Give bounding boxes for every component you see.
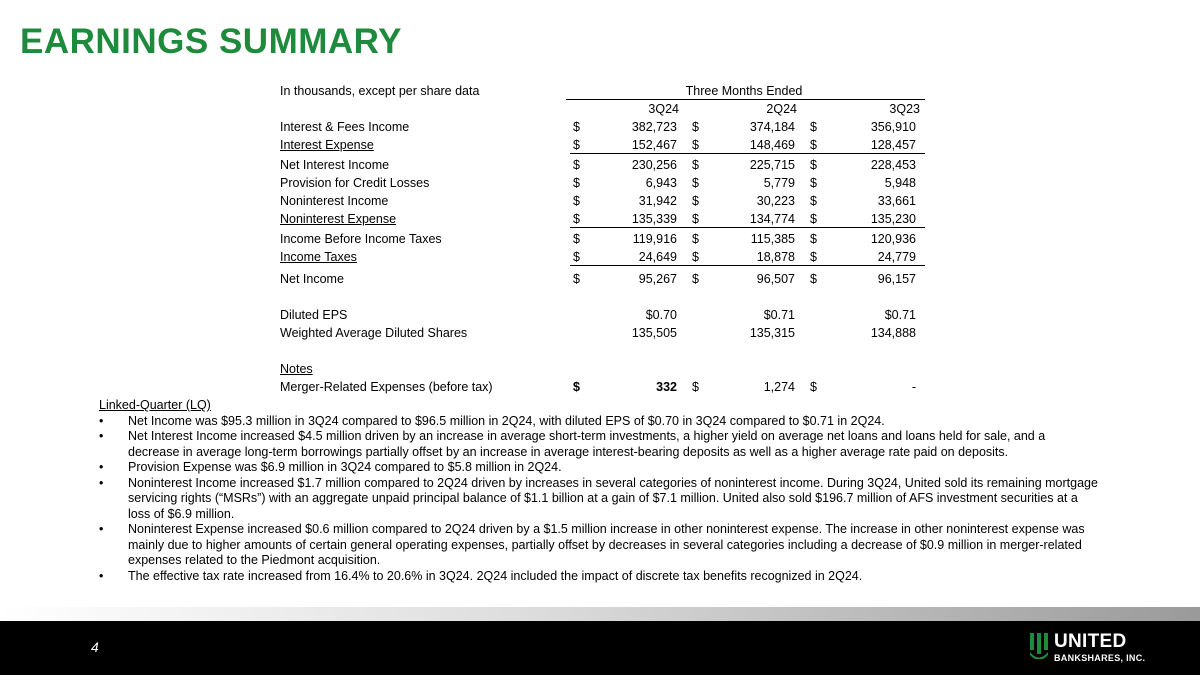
commentary-list: [99, 414, 1099, 585]
table-row: [280, 136, 925, 154]
value-2q24: 18,878: [756, 250, 795, 264]
dollar-sign: $: [810, 380, 817, 394]
value-3q24: 135,505: [631, 326, 677, 340]
dollar-sign: $: [573, 138, 580, 152]
footer-bar: [0, 621, 1200, 675]
earnings-table: [280, 82, 925, 396]
row-label: Merger-Related Expenses (before tax): [280, 380, 493, 394]
dollar-sign: $: [810, 212, 817, 226]
value-3q23: 135,230: [870, 212, 916, 226]
dollar-sign: $: [692, 194, 699, 208]
dollar-sign: $: [573, 380, 580, 394]
value-3q24: $0.70: [645, 308, 677, 322]
bullet-text: Noninterest Income increased $1.7 million compared to 2Q24 driven by increases in several categories of noninterest income. During 3Q24, United sold its remaining mortgage servicing rights (“MSRs”) with an aggregate unpaid principal balance of $1.1 billion at a gain of $7.1 million. United also sold $196.7 million of AFS investment securities at a loss of $6.9 million.: [128, 475, 1098, 521]
value-2q24: 134,774: [749, 212, 795, 226]
table-row: [280, 118, 925, 136]
table-row: [280, 192, 925, 210]
value-3q24: 31,942: [638, 194, 677, 208]
column-header-3q23: 3Q23: [889, 102, 920, 116]
list-item: [99, 522, 1099, 569]
list-item: [99, 429, 1099, 460]
row-label: Interest & Fees Income: [280, 120, 410, 134]
value-2q24: 148,469: [749, 138, 795, 152]
bullet-glyph: •: [99, 429, 104, 443]
logo-name: UNITED: [1054, 631, 1127, 652]
row-label: Net Income: [280, 272, 344, 286]
dollar-sign: $: [810, 250, 817, 264]
value-3q23: 134,888: [870, 326, 916, 340]
subtotal-rule: [570, 227, 925, 228]
table-row: [280, 230, 925, 248]
value-3q23: $0.71: [884, 308, 916, 322]
value-3q24: 230,256: [631, 158, 677, 172]
page-number: 4: [91, 639, 99, 655]
row-label: Interest Expense: [280, 138, 374, 152]
table-row: [280, 378, 925, 396]
row-label: Noninterest Income: [280, 194, 389, 208]
dollar-sign: $: [692, 158, 699, 172]
value-3q23: 120,936: [870, 232, 916, 246]
row-label: Diluted EPS: [280, 308, 348, 322]
row-label: Weighted Average Diluted Shares: [280, 326, 468, 340]
list-item: [99, 476, 1099, 523]
dollar-sign: $: [573, 212, 580, 226]
commentary: [99, 398, 1099, 584]
value-2q24: 96,507: [756, 272, 795, 286]
dollar-sign: $: [810, 158, 817, 172]
value-3q23: 5,948: [884, 176, 916, 190]
period-header: Three Months Ended: [685, 84, 803, 98]
table-header-row: [280, 82, 925, 100]
value-2q24: 30,223: [756, 194, 795, 208]
list-item: [99, 414, 1099, 430]
value-3q24: 152,467: [631, 138, 677, 152]
list-item: [99, 569, 1099, 585]
bullet-glyph: •: [99, 568, 104, 583]
bullet-glyph: •: [99, 522, 104, 536]
dollar-sign: $: [573, 272, 580, 286]
units-label: In thousands, except per share data: [280, 84, 480, 98]
value-3q23: 228,453: [870, 158, 916, 172]
value-3q24: 24,649: [638, 250, 677, 264]
bullet-text: Noninterest Expense increased $0.6 million compared to 2Q24 driven by a $1.5 million increase in other noninterest expense. The increase in other noninterest expense was mainly due to higher amounts of certain general operating expenses, partially offset by decreases in several categories including a decrease of $0.9 million in merger-related expenses related to the Piedmont acquisition.: [128, 522, 1085, 567]
value-2q24: 5,779: [763, 176, 795, 190]
table-row: [280, 324, 925, 342]
value-2q24: 374,184: [749, 120, 795, 134]
row-label: Income Taxes: [280, 250, 357, 264]
value-2q24: 225,715: [749, 158, 795, 172]
value-3q23: 24,779: [877, 250, 916, 264]
bullet-glyph: •: [99, 475, 104, 490]
dollar-sign: $: [573, 158, 580, 172]
subtotal-rule: [570, 153, 925, 154]
value-3q24: 135,339: [631, 212, 677, 226]
value-2q24: 115,385: [750, 232, 795, 246]
dollar-sign: $: [810, 272, 817, 286]
notes-heading-row: [280, 360, 925, 378]
row-label: Income Before Income Taxes: [280, 232, 442, 246]
value-3q23: 356,910: [870, 120, 916, 134]
value-3q24: 6,943: [645, 176, 677, 190]
dollar-sign: $: [810, 194, 817, 208]
dollar-sign: $: [692, 120, 699, 134]
dollar-sign: $: [692, 250, 699, 264]
value-3q24: 332: [656, 380, 677, 394]
column-header-row: [280, 100, 925, 118]
value-3q23: 96,157: [877, 272, 916, 286]
table-row: [280, 210, 925, 228]
bullet-text: The effective tax rate increased from 16.4% to 20.6% in 3Q24. 2Q24 included the impact of discrete tax benefits recognized in 2Q24.: [128, 568, 863, 583]
dollar-sign: $: [573, 250, 580, 264]
table-row: [280, 306, 925, 324]
row-label: Noninterest Expense: [280, 212, 397, 226]
dollar-sign: $: [573, 194, 580, 208]
bullet-text: Net Interest Income increased $4.5 million driven by an increase in average short-term investments, a higher yield on average net loans and loans held for sale, and a decrease in average long-term borrowings partially offset by an increase in average interest-bearing deposits as well as a higher average rate paid on deposits.: [128, 429, 1046, 459]
bullet-text: Provision Expense was $6.9 million in 3Q24 compared to $5.8 million in 2Q24.: [128, 460, 562, 474]
row-label: Provision for Credit Losses: [280, 176, 430, 190]
value-2q24: 1,274: [763, 380, 795, 394]
dollar-sign: $: [692, 138, 699, 152]
dollar-sign: $: [810, 120, 817, 134]
dollar-sign: $: [810, 138, 817, 152]
column-header-2q24: 2Q24: [766, 102, 797, 116]
value-3q24: 382,723: [631, 120, 677, 134]
dollar-sign: $: [692, 212, 699, 226]
value-3q23: 128,457: [870, 138, 916, 152]
dollar-sign: $: [692, 380, 699, 394]
list-item: [99, 460, 1099, 476]
subtotal-rule: [570, 265, 925, 266]
value-2q24: $0.71: [763, 308, 795, 322]
company-logo: [1030, 631, 1160, 671]
dollar-sign: $: [692, 176, 699, 190]
dollar-sign: $: [810, 176, 817, 190]
value-3q23: -: [911, 380, 916, 394]
bullet-text: Net Income was $95.3 million in 3Q24 compared to $96.5 million in 2Q24, with diluted EPS of $0.70 in 3Q24 compared to $0.71 in 2Q24.: [128, 413, 885, 428]
value-3q23: 33,661: [877, 194, 916, 208]
bullet-glyph: •: [99, 413, 104, 428]
dollar-sign: $: [692, 272, 699, 286]
bullet-glyph: •: [99, 460, 104, 474]
dollar-sign: $: [810, 232, 817, 246]
dollar-sign: $: [573, 232, 580, 246]
footer-gradient-band: [0, 607, 1200, 621]
value-2q24: 135,315: [749, 326, 795, 340]
dollar-sign: $: [573, 120, 580, 134]
table-row: [280, 156, 925, 174]
page-title: EARNINGS SUMMARY: [20, 22, 402, 61]
commentary-heading: Linked-Quarter (LQ): [99, 398, 211, 412]
column-header-3q24: 3Q24: [648, 102, 679, 116]
table-row: [280, 248, 925, 266]
notes-heading: Notes: [280, 362, 313, 376]
table-row: [280, 174, 925, 192]
value-3q24: 119,916: [632, 232, 677, 246]
logo-mark-icon: [1030, 633, 1048, 659]
dollar-sign: $: [573, 176, 580, 190]
table-row: [280, 270, 925, 288]
value-3q24: 95,267: [638, 272, 677, 286]
row-label: Net Interest Income: [280, 158, 390, 172]
dollar-sign: $: [692, 232, 699, 246]
logo-subtitle: BANKSHARES, INC.: [1054, 653, 1146, 663]
